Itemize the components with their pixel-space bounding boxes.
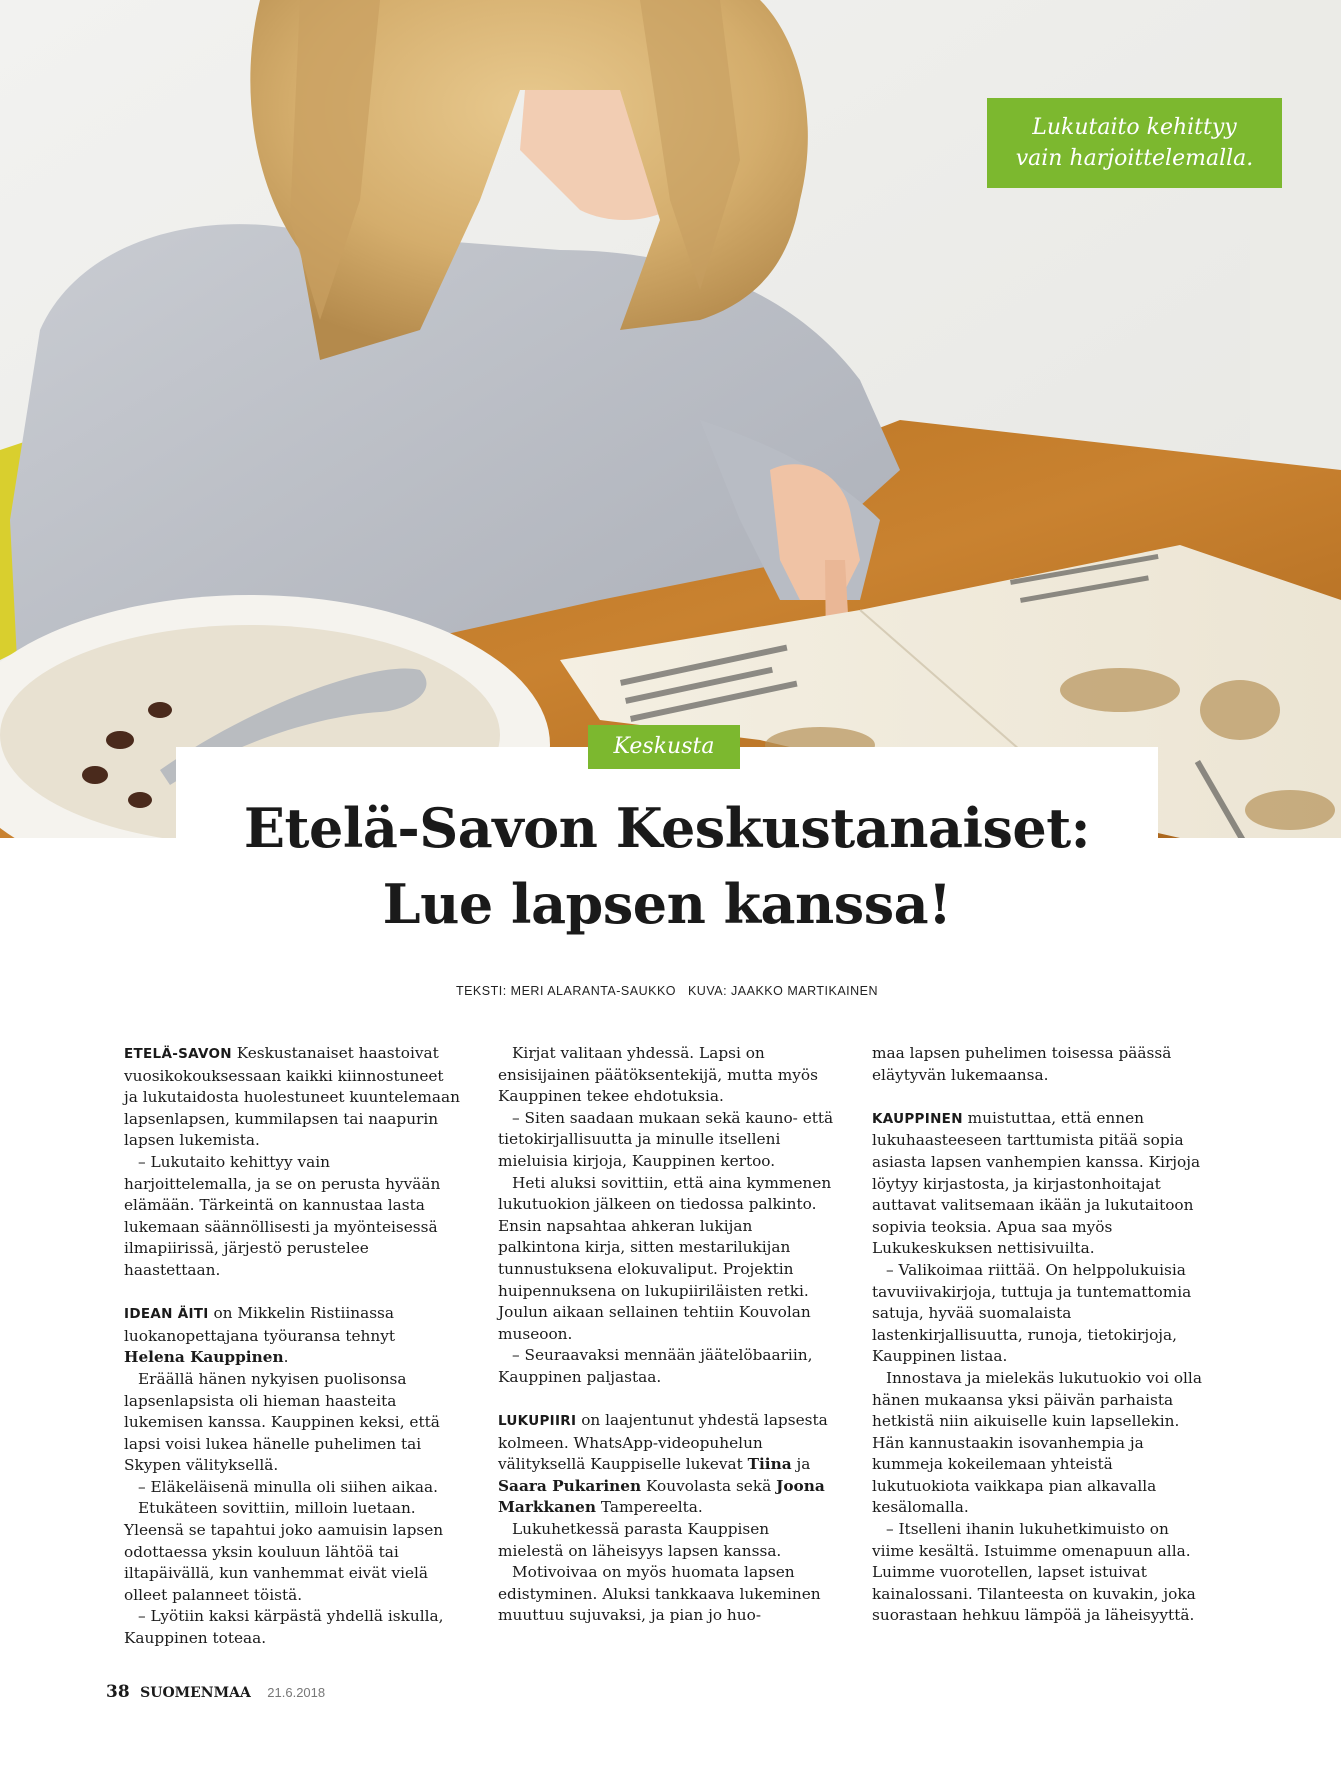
pullquote-line-1: Lukutaito kehittyy [1032, 115, 1237, 140]
paragraph [498, 1410, 834, 1519]
issue-date: 21.6.2018 [267, 1685, 326, 1700]
paragraph-text: on Mikkelin Ristiinassa luokanopettajana työuransa tehnyt [124, 1304, 396, 1345]
page-title [176, 790, 1158, 942]
paragraph: Heti aluksi sovittiin, että aina kymmenen lukutuokion jälkeen on tiedossa palkinto. Ensin napsahtaa ahkeran lukijan palkintona kirja, sitten mestarilukijan tunnustuksena elokuvaliput. Projektin huipennuksena on lukupiiriläisten retki. Joulun aikaan sellainen tehtiin Kouvolan museoon. [498, 1173, 832, 1343]
byline-text-author: MERI ALARANTA-SAUKKO [510, 984, 677, 998]
paragraph: – Lukutaito kehittyy vain harjoittelemalla, ja se on perusta hyvään elämään. Tärkeintä on kannustaa lasta lukemaan säännöllisesti ja myönteisessä ilmapiirissä, järjestö perustelee haastettaan. [124, 1152, 441, 1279]
paragraph: – Siten saadaan mukaan sekä kauno- että tietokirjallisuutta ja minulle itselleni mieluisia kirjoja, Kauppinen kertoo. [498, 1108, 834, 1170]
paragraph: Kirjat valitaan yhdessä. Lapsi on ensisijainen päätöksentekijä, mutta myös Kauppinen tekee ehdotuksia. [498, 1044, 818, 1106]
article-column-3 [872, 1043, 1208, 1627]
paragraph-text: Keskustanaiset haastoivat vuosikokouksessaan kaikki kiinnostuneet ja lukutaidosta huolestuneet kuuntelemaan lapsenlapsen, kummilapsen tai naapurin lapsen lukemista. [124, 1044, 460, 1150]
paragraph: – Itselleni ihanin lukuhetkimuisto on viime kesältä. Istuimme omenapuun alla. Luimme vuorotellen, lapset istuivat kainalossani. Tilanteesta on kuvakin, joka suorastaan hehkuu lämpöä ja läheisyyttä. [872, 1520, 1196, 1625]
person-name: Tiina [747, 1455, 792, 1474]
paragraph: – Eläkeläisenä minulla oli siihen aikaa. [138, 1477, 439, 1496]
person-name: Helena Kauppinen [124, 1348, 284, 1367]
page-number: 38 [106, 1682, 130, 1702]
pullquote-box [987, 98, 1282, 188]
paragraph-text: Kouvolasta sekä [641, 1476, 777, 1495]
pullquote-line-2: vain harjoittelemalla. [1015, 146, 1254, 171]
magazine-name: SUOMENMAA [140, 1685, 251, 1701]
paragraph: Etukäteen sovittiin, milloin luetaan. Yleensä se tapahtui joko aamuisin lapsen odottaessa yksin kouluun lähtöä tai iltapäivällä, kun vanhemmat eivät vielä olleet palanneet töistä. [124, 1499, 444, 1604]
paragraph [124, 1043, 460, 1152]
byline [176, 984, 1158, 998]
paragraph-text: . [283, 1348, 289, 1367]
person-name: Saara Pukarinen [498, 1476, 642, 1495]
paragraph [872, 1108, 1208, 1260]
paragraph: – Lyötiin kaksi kärpästä yhdellä iskulla, Kauppinen toteaa. [124, 1607, 444, 1648]
lead-word: IDEAN ÄITI [124, 1306, 209, 1323]
person-name: Joona Markkanen [498, 1476, 825, 1517]
article-column-2 [498, 1043, 834, 1627]
byline-text-label: TEKSTI: [455, 984, 507, 998]
paragraph: maa lapsen puhelimen toisessa päässä eläytyvän lukemaansa. [872, 1044, 1172, 1084]
paragraph: Eräällä hänen nykyisen puolisonsa lapsenlapsista oli hieman haasteita lukemisen kanssa. Kauppinen keksi, että lapsi voisi lukea hänelle puhelimen tai Skypen välityksellä. [124, 1369, 440, 1475]
headline-line-1: Etelä-Savon Keskustanaiset: [243, 796, 1091, 860]
headline-line-2: Lue lapsen kanssa! [382, 872, 952, 936]
page-footer [106, 1682, 325, 1702]
lead-word: ETELÄ-SAVON [124, 1046, 232, 1062]
article-column-1 [124, 1043, 460, 1650]
paragraph-text: muistuttaa, että ennen lukuhaasteeseen tarttumista pitää sopia asiasta lapsen vanhempien kanssa. Kirjoja löytyy kirjastosta, ja kirjastonhoitajat auttavat valitsemaan ikään ja lukutaitoon sopivia teoksia. Apua saa myös Lukukeskuksen nettisivuilta. [872, 1108, 1201, 1258]
byline-photo-author: JAAKKO MARTIKAINEN [731, 984, 879, 998]
paragraph: – Valikoimaa riittää. On helppolukuisia tavuviivakirjoja, tuttuja ja tuntemattomia satuja, hyvää suomalaista lastenkirjallisuutta, runoja, tietokirjoja, Kauppinen listaa. [872, 1260, 1192, 1366]
paragraph-text: ja [791, 1455, 811, 1474]
lead-word: KAUPPINEN [872, 1110, 963, 1127]
byline-photo-label: KUVA: [687, 984, 728, 998]
paragraph: – Seuraavaksi mennään jäätelöbaariin, Kauppinen paljastaa. [498, 1346, 813, 1386]
paragraph-text: on laajentunut yhdestä lapsesta kolmeen. WhatsApp-videopuhelun välityksellä Kauppiselle lukevat [498, 1411, 828, 1474]
paragraph: Lukuhetkessä parasta Kauppisen mielestä on läheisyys lapsen kanssa. [498, 1520, 782, 1560]
paragraph: Motivoivaa on myös huomata lapsen edistyminen. Aluksi tankkaava lukeminen muuttuu sujuvaksi, ja pian jo huo- [498, 1563, 821, 1625]
paragraph: Innostava ja mielekäs lukutuokio voi olla hänen mukaansa yksi päivän parhaista hetkistä niin aikuiselle kuin lapsellekin. Hän kannustaakin isovanhempia ja kummeja kokeilemaan yhteistä lukutuokiota vaikkapa pian alkavalla kesälomalla. [872, 1368, 1202, 1517]
paragraph-text: Tampereelta. [596, 1498, 703, 1517]
lead-word: LUKUPIIRI [498, 1413, 577, 1430]
section-tag: Keskusta [588, 725, 740, 769]
paragraph [124, 1303, 460, 1369]
